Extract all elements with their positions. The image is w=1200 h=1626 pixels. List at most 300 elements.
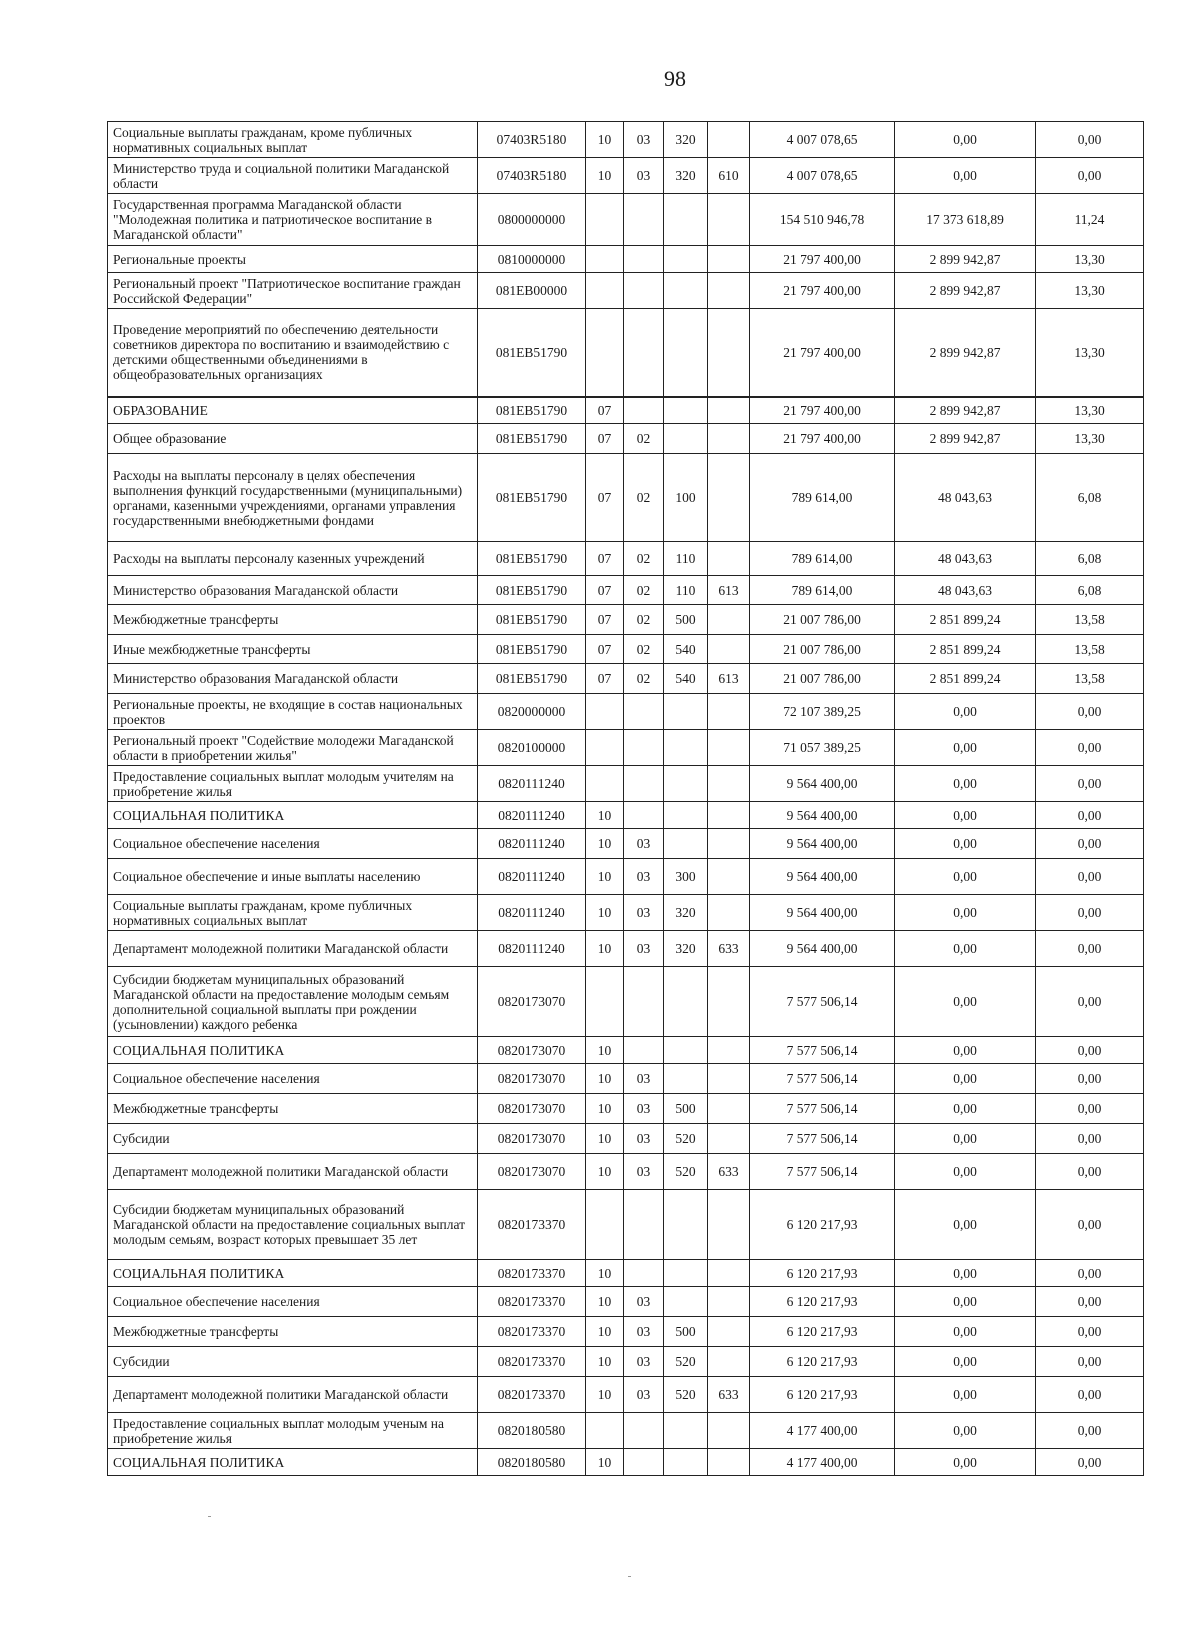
table-row: [108, 576, 1144, 605]
row-name: Государственная программа Магаданской области "Молодежная политика и патриотическое воспитание в Магаданской области": [108, 194, 478, 246]
row-name: СОЦИАЛЬНАЯ ПОЛИТИКА: [108, 1037, 478, 1064]
csr-code: 07403R5180: [478, 122, 586, 158]
table-row: [108, 309, 1144, 397]
executed-value: 48 043,63: [895, 576, 1036, 605]
gov-code: [708, 1037, 750, 1064]
percent-value: 11,24: [1036, 194, 1144, 246]
percent-value: 0,00: [1036, 1037, 1144, 1064]
percent-value: 0,00: [1036, 1154, 1144, 1190]
gov-code: [708, 1317, 750, 1347]
table-row: [108, 829, 1144, 859]
gov-code: [708, 397, 750, 424]
executed-value: 0,00: [895, 1317, 1036, 1347]
table-row: [108, 158, 1144, 194]
section-code: [586, 273, 624, 309]
executed-value: 2 899 942,87: [895, 424, 1036, 454]
plan-value: 21 797 400,00: [750, 273, 895, 309]
row-name: СОЦИАЛЬНАЯ ПОЛИТИКА: [108, 1260, 478, 1287]
plan-value: 789 614,00: [750, 454, 895, 542]
executed-value: 0,00: [895, 158, 1036, 194]
csr-code: 081EB51790: [478, 664, 586, 694]
subsection-code: [624, 1037, 664, 1064]
table-row: [108, 1094, 1144, 1124]
subsection-code: [624, 694, 664, 730]
percent-value: 0,00: [1036, 1317, 1144, 1347]
expense-type-code: 520: [664, 1347, 708, 1377]
csr-code: 0820100000: [478, 730, 586, 766]
executed-value: 0,00: [895, 1064, 1036, 1094]
percent-value: 13,58: [1036, 605, 1144, 635]
table-row: [108, 1124, 1144, 1154]
expense-type-code: 500: [664, 605, 708, 635]
subsection-code: 02: [624, 605, 664, 635]
row-name: Социальное обеспечение населения: [108, 1064, 478, 1094]
expense-type-code: [664, 730, 708, 766]
executed-value: 48 043,63: [895, 542, 1036, 576]
csr-code: 0820173370: [478, 1377, 586, 1413]
plan-value: 154 510 946,78: [750, 194, 895, 246]
table-row: [108, 967, 1144, 1037]
executed-value: 0,00: [895, 895, 1036, 931]
row-name: Предоставление социальных выплат молодым учителям на приобретение жилья: [108, 766, 478, 802]
csr-code: 07403R5180: [478, 158, 586, 194]
percent-value: 0,00: [1036, 1377, 1144, 1413]
row-name: ОБРАЗОВАНИЕ: [108, 397, 478, 424]
expense-type-code: 500: [664, 1317, 708, 1347]
subsection-code: 03: [624, 1287, 664, 1317]
table-row: [108, 122, 1144, 158]
csr-code: 081EB51790: [478, 542, 586, 576]
gov-code: [708, 122, 750, 158]
executed-value: 0,00: [895, 931, 1036, 967]
table-row: [108, 1377, 1144, 1413]
section-code: 10: [586, 895, 624, 931]
table-row: [108, 397, 1144, 424]
section-code: 07: [586, 576, 624, 605]
table-row: [108, 730, 1144, 766]
percent-value: 0,00: [1036, 730, 1144, 766]
csr-code: 0820111240: [478, 802, 586, 829]
expense-type-code: [664, 194, 708, 246]
row-name: Социальное обеспечение населения: [108, 1287, 478, 1317]
table-row: [108, 802, 1144, 829]
csr-code: 0800000000: [478, 194, 586, 246]
section-code: 07: [586, 397, 624, 424]
subsection-code: 03: [624, 829, 664, 859]
plan-value: 7 577 506,14: [750, 1064, 895, 1094]
expense-type-code: [664, 1190, 708, 1260]
percent-value: 6,08: [1036, 542, 1144, 576]
gov-code: [708, 829, 750, 859]
csr-code: 081EB51790: [478, 576, 586, 605]
plan-value: 9 564 400,00: [750, 766, 895, 802]
expense-type-code: [664, 1037, 708, 1064]
table-row: [108, 1413, 1144, 1449]
section-code: 10: [586, 1154, 624, 1190]
row-name: Региональный проект "Патриотическое воспитание граждан Российской Федерации": [108, 273, 478, 309]
expense-type-code: [664, 967, 708, 1037]
subsection-code: 03: [624, 1377, 664, 1413]
csr-code: 0820180580: [478, 1413, 586, 1449]
row-name: Социальное обеспечение населения: [108, 829, 478, 859]
table-row: [108, 1287, 1144, 1317]
expense-type-code: 320: [664, 931, 708, 967]
section-code: [586, 1190, 624, 1260]
gov-code: [708, 730, 750, 766]
executed-value: 0,00: [895, 122, 1036, 158]
subsection-code: 03: [624, 1064, 664, 1094]
table-row: [108, 694, 1144, 730]
section-code: [586, 1413, 624, 1449]
csr-code: 0820173070: [478, 1124, 586, 1154]
subsection-code: [624, 1449, 664, 1476]
subsection-code: [624, 802, 664, 829]
expense-type-code: 500: [664, 1094, 708, 1124]
table-row: [108, 1260, 1144, 1287]
subsection-code: [624, 1190, 664, 1260]
percent-value: 0,00: [1036, 1260, 1144, 1287]
percent-value: 0,00: [1036, 859, 1144, 895]
row-name: Социальное обеспечение и иные выплаты населению: [108, 859, 478, 895]
executed-value: 0,00: [895, 967, 1036, 1037]
plan-value: 9 564 400,00: [750, 895, 895, 931]
csr-code: 0820111240: [478, 931, 586, 967]
section-code: [586, 730, 624, 766]
csr-code: 081EB51790: [478, 635, 586, 664]
expense-type-code: [664, 829, 708, 859]
row-name: Министерство образования Магаданской области: [108, 664, 478, 694]
row-name: Субсидии: [108, 1124, 478, 1154]
csr-code: 0820173370: [478, 1317, 586, 1347]
executed-value: 0,00: [895, 1190, 1036, 1260]
csr-code: 0820173370: [478, 1287, 586, 1317]
subsection-code: 03: [624, 1154, 664, 1190]
row-name: Расходы на выплаты персоналу в целях обеспечения выполнения функций государственными (муниципальными) органами, казенными учреждениями, органами управления государственными внебюджетными фондами: [108, 454, 478, 542]
table-row: [108, 1449, 1144, 1476]
gov-code: [708, 309, 750, 397]
row-name: СОЦИАЛЬНАЯ ПОЛИТИКА: [108, 1449, 478, 1476]
plan-value: 789 614,00: [750, 576, 895, 605]
subsection-code: 03: [624, 1347, 664, 1377]
plan-value: 6 120 217,93: [750, 1260, 895, 1287]
section-code: 07: [586, 542, 624, 576]
executed-value: 0,00: [895, 1154, 1036, 1190]
plan-value: 71 057 389,25: [750, 730, 895, 766]
executed-value: 2 899 942,87: [895, 397, 1036, 424]
gov-code: [708, 424, 750, 454]
gov-code: [708, 1260, 750, 1287]
section-code: [586, 309, 624, 397]
section-code: 10: [586, 1124, 624, 1154]
percent-value: 0,00: [1036, 1413, 1144, 1449]
row-name: Министерство труда и социальной политики Магаданской области: [108, 158, 478, 194]
subsection-code: 03: [624, 859, 664, 895]
executed-value: 0,00: [895, 1377, 1036, 1413]
expense-type-code: [664, 1064, 708, 1094]
executed-value: 0,00: [895, 859, 1036, 895]
subsection-code: 02: [624, 664, 664, 694]
expense-type-code: 520: [664, 1377, 708, 1413]
subsection-code: 03: [624, 1124, 664, 1154]
csr-code: 081EB51790: [478, 605, 586, 635]
row-name: Социальные выплаты гражданам, кроме публичных нормативных социальных выплат: [108, 895, 478, 931]
gov-code: [708, 1347, 750, 1377]
gov-code: [708, 694, 750, 730]
gov-code: [708, 273, 750, 309]
percent-value: 13,30: [1036, 309, 1144, 397]
row-name: Департамент молодежной политики Магаданской области: [108, 1377, 478, 1413]
plan-value: 4 007 078,65: [750, 158, 895, 194]
executed-value: 0,00: [895, 1413, 1036, 1449]
expense-type-code: 320: [664, 895, 708, 931]
executed-value: 48 043,63: [895, 454, 1036, 542]
row-name: Региональный проект "Содействие молодежи Магаданской области в приобретении жилья": [108, 730, 478, 766]
csr-code: 081EB51790: [478, 309, 586, 397]
plan-value: 7 577 506,14: [750, 1124, 895, 1154]
expense-type-code: [664, 1287, 708, 1317]
section-code: 10: [586, 1260, 624, 1287]
expense-type-code: 110: [664, 542, 708, 576]
row-name: Региональные проекты, не входящие в состав национальных проектов: [108, 694, 478, 730]
plan-value: 6 120 217,93: [750, 1317, 895, 1347]
csr-code: 0820173070: [478, 1154, 586, 1190]
section-code: [586, 766, 624, 802]
executed-value: 0,00: [895, 802, 1036, 829]
section-code: 07: [586, 454, 624, 542]
csr-code: 0820173070: [478, 1064, 586, 1094]
executed-value: 0,00: [895, 1037, 1036, 1064]
subsection-code: 03: [624, 158, 664, 194]
percent-value: 0,00: [1036, 802, 1144, 829]
executed-value: 0,00: [895, 730, 1036, 766]
section-code: 10: [586, 158, 624, 194]
table-row: [108, 1347, 1144, 1377]
subsection-code: [624, 1413, 664, 1449]
csr-code: 0820000000: [478, 694, 586, 730]
section-code: 10: [586, 1449, 624, 1476]
expense-type-code: 520: [664, 1124, 708, 1154]
percent-value: 0,00: [1036, 1347, 1144, 1377]
plan-value: 21 007 786,00: [750, 605, 895, 635]
expense-type-code: [664, 246, 708, 273]
expense-type-code: 100: [664, 454, 708, 542]
table-row: [108, 895, 1144, 931]
percent-value: 6,08: [1036, 454, 1144, 542]
percent-value: 0,00: [1036, 967, 1144, 1037]
expense-type-code: [664, 424, 708, 454]
section-code: 10: [586, 1094, 624, 1124]
section-code: 10: [586, 1347, 624, 1377]
executed-value: 2 851 899,24: [895, 635, 1036, 664]
percent-value: 0,00: [1036, 1124, 1144, 1154]
percent-value: 0,00: [1036, 1190, 1144, 1260]
expense-type-code: [664, 1260, 708, 1287]
plan-value: 9 564 400,00: [750, 859, 895, 895]
plan-value: 21 797 400,00: [750, 397, 895, 424]
table-row: [108, 424, 1144, 454]
table-row: [108, 1064, 1144, 1094]
section-code: 07: [586, 605, 624, 635]
gov-code: [708, 1124, 750, 1154]
subsection-code: 03: [624, 931, 664, 967]
subsection-code: 03: [624, 895, 664, 931]
percent-value: 0,00: [1036, 122, 1144, 158]
expense-type-code: 320: [664, 158, 708, 194]
section-code: [586, 967, 624, 1037]
section-code: 10: [586, 122, 624, 158]
table-row: [108, 1190, 1144, 1260]
gov-code: 613: [708, 664, 750, 694]
plan-value: 72 107 389,25: [750, 694, 895, 730]
section-code: 07: [586, 635, 624, 664]
executed-value: 2 851 899,24: [895, 664, 1036, 694]
gov-code: [708, 542, 750, 576]
plan-value: 9 564 400,00: [750, 931, 895, 967]
percent-value: 13,58: [1036, 664, 1144, 694]
row-name: Субсидии бюджетам муниципальных образований Магаданской области на предоставление социальных выплат молодым семьям, возраст которых превышает 35 лет: [108, 1190, 478, 1260]
table-row: [108, 454, 1144, 542]
expense-type-code: [664, 1413, 708, 1449]
section-code: 10: [586, 1037, 624, 1064]
row-name: Министерство образования Магаданской области: [108, 576, 478, 605]
gov-code: 610: [708, 158, 750, 194]
expense-type-code: [664, 1449, 708, 1476]
csr-code: 0820111240: [478, 829, 586, 859]
percent-value: 6,08: [1036, 576, 1144, 605]
plan-value: 21 797 400,00: [750, 246, 895, 273]
plan-value: 4 177 400,00: [750, 1449, 895, 1476]
csr-code: 081EB51790: [478, 397, 586, 424]
expense-type-code: [664, 273, 708, 309]
table-row: [108, 931, 1144, 967]
section-code: 10: [586, 802, 624, 829]
gov-code: [708, 1094, 750, 1124]
gov-code: [708, 454, 750, 542]
csr-code: 0820180580: [478, 1449, 586, 1476]
executed-value: 2 899 942,87: [895, 273, 1036, 309]
percent-value: 0,00: [1036, 1287, 1144, 1317]
table-row: [108, 664, 1144, 694]
subsection-code: 03: [624, 122, 664, 158]
csr-code: 081EB00000: [478, 273, 586, 309]
plan-value: 4 177 400,00: [750, 1413, 895, 1449]
gov-code: [708, 194, 750, 246]
subsection-code: [624, 194, 664, 246]
gov-code: 633: [708, 1377, 750, 1413]
executed-value: 0,00: [895, 766, 1036, 802]
subsection-code: 03: [624, 1094, 664, 1124]
csr-code: 0820173370: [478, 1347, 586, 1377]
executed-value: 2 851 899,24: [895, 605, 1036, 635]
subsection-code: [624, 730, 664, 766]
gov-code: [708, 1413, 750, 1449]
section-code: 10: [586, 1377, 624, 1413]
percent-value: 0,00: [1036, 1094, 1144, 1124]
percent-value: 13,30: [1036, 424, 1144, 454]
csr-code: 0820173070: [478, 1037, 586, 1064]
row-name: Департамент молодежной политики Магаданской области: [108, 931, 478, 967]
plan-value: 6 120 217,93: [750, 1377, 895, 1413]
csr-code: 0820111240: [478, 766, 586, 802]
expense-type-code: 540: [664, 664, 708, 694]
subsection-code: 02: [624, 424, 664, 454]
percent-value: 13,58: [1036, 635, 1144, 664]
section-code: 10: [586, 931, 624, 967]
subsection-code: 02: [624, 635, 664, 664]
gov-code: [708, 1449, 750, 1476]
expense-type-code: [664, 802, 708, 829]
expense-type-code: 520: [664, 1154, 708, 1190]
csr-code: 0820111240: [478, 895, 586, 931]
row-name: Расходы на выплаты персоналу казенных учреждений: [108, 542, 478, 576]
expense-type-code: [664, 397, 708, 424]
plan-value: 789 614,00: [750, 542, 895, 576]
row-name: Предоставление социальных выплат молодым ученым на приобретение жилья: [108, 1413, 478, 1449]
table-row: [108, 635, 1144, 664]
plan-value: 7 577 506,14: [750, 1154, 895, 1190]
row-name: Проведение мероприятий по обеспечению деятельности советников директора по воспитанию и взаимодействию с детскими общественными объединениями в общеобразовательных организациях: [108, 309, 478, 397]
row-name: Межбюджетные трансферты: [108, 605, 478, 635]
gov-code: [708, 635, 750, 664]
plan-value: 6 120 217,93: [750, 1190, 895, 1260]
table-row: [108, 542, 1144, 576]
expense-type-code: 540: [664, 635, 708, 664]
expense-type-code: [664, 766, 708, 802]
expense-type-code: 320: [664, 122, 708, 158]
page-number: 98: [664, 66, 686, 91]
gov-code: [708, 246, 750, 273]
gov-code: 633: [708, 931, 750, 967]
percent-value: 13,30: [1036, 246, 1144, 273]
table-row: [108, 194, 1144, 246]
csr-code: 081EB51790: [478, 424, 586, 454]
executed-value: 17 373 618,89: [895, 194, 1036, 246]
csr-code: 0810000000: [478, 246, 586, 273]
plan-value: 7 577 506,14: [750, 967, 895, 1037]
gov-code: 633: [708, 1154, 750, 1190]
row-name: Социальные выплаты гражданам, кроме публичных нормативных социальных выплат: [108, 122, 478, 158]
plan-value: 21 007 786,00: [750, 635, 895, 664]
plan-value: 4 007 078,65: [750, 122, 895, 158]
executed-value: 0,00: [895, 1260, 1036, 1287]
subsection-code: 03: [624, 1317, 664, 1347]
table-row: [108, 246, 1144, 273]
percent-value: 13,30: [1036, 397, 1144, 424]
gov-code: [708, 802, 750, 829]
executed-value: 0,00: [895, 1287, 1036, 1317]
executed-value: 2 899 942,87: [895, 246, 1036, 273]
csr-code: 081EB51790: [478, 454, 586, 542]
table-row: [108, 1317, 1144, 1347]
row-name: Межбюджетные трансферты: [108, 1317, 478, 1347]
gov-code: [708, 1064, 750, 1094]
section-code: 07: [586, 664, 624, 694]
gov-code: [708, 766, 750, 802]
gov-code: [708, 895, 750, 931]
expense-type-code: 110: [664, 576, 708, 605]
percent-value: 0,00: [1036, 829, 1144, 859]
executed-value: 0,00: [895, 1449, 1036, 1476]
plan-value: 6 120 217,93: [750, 1287, 895, 1317]
expense-type-code: [664, 694, 708, 730]
csr-code: 0820111240: [478, 859, 586, 895]
plan-value: 9 564 400,00: [750, 829, 895, 859]
csr-code: 0820173370: [478, 1190, 586, 1260]
subsection-code: 02: [624, 576, 664, 605]
executed-value: 0,00: [895, 694, 1036, 730]
budget-table: [107, 121, 1144, 1476]
table-row: [108, 766, 1144, 802]
